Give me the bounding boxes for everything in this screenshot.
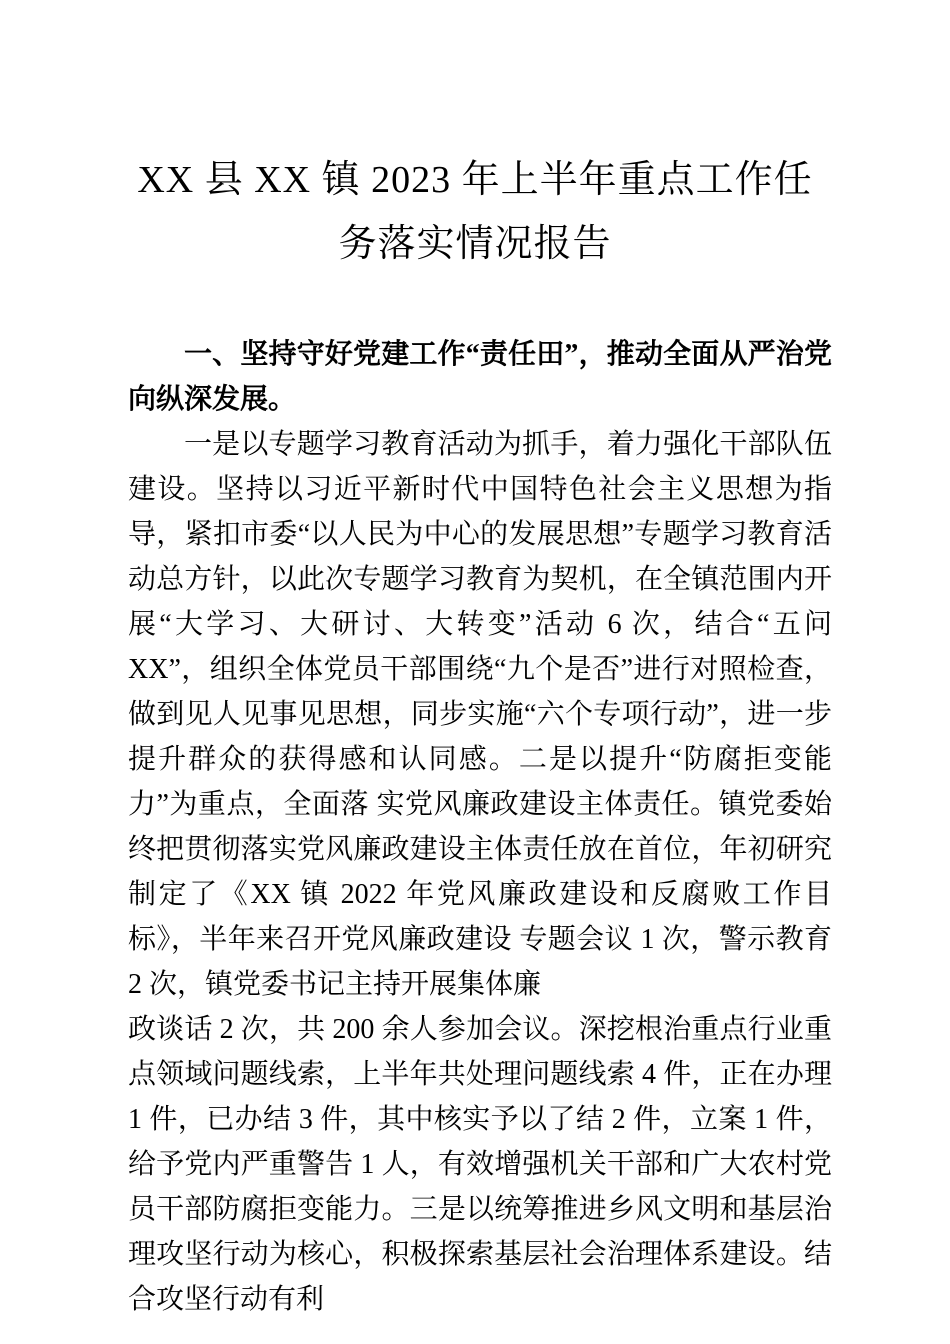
document-title-line-1: XX 县 XX 镇 2023 年上半年重点工作任 <box>137 159 813 201</box>
document-body <box>128 332 832 1322</box>
document-title <box>0 0 950 276</box>
body-paragraph-1: 一是以专题学习教育活动为抓手，着力强化干部队伍建设。坚持以习近平新时代中国特色社会主义思想为指导，紧扣市委“以人民为中心的发展思想”专题学习教育活动总方针，以此次专题学习教育为契机，在全镇范围内开展“大学习、大研讨、大转变”活动 6 次，结合“五问 XX”，组织全体党员干部围绕“九个是否”进行对照检查，做到见人见事见思想，同步实施“六个专项行动”，进一步提升群众的获得感和认同感。二是以提升“防腐拒变能力”为重点，全面落 实党风廉政建设主体责任。镇党委始终把贯彻落实党风廉政建设主体责任放在首位，年初研究制定了《XX 镇 2022 年党风廉政建设和反腐败工作目标》，半年来召开党风廉政建设 专题会议 1 次，警示教育 2 次，镇党委书记主持开展集体廉 <box>128 429 832 1000</box>
document-title-line-2: 务落实情况报告 <box>338 223 612 265</box>
section-heading: 一、坚持守好党建工作“责任田”，推动全面从严治党向纵深发展。 <box>128 339 832 415</box>
body-paragraph-2: 政谈话 2 次，共 200 余人参加会议。深挖根治重点行业重点领域问题线索，上半年共处理问题线索 4 件，正在办理 1 件，已办结 3 件，其中核实予以了结 2 件，立案 1 件，给予党内严重警告 1 人，有效增强机关干部和广大农村党员干部防腐拒变能力。三是以统筹推进乡风文明和基层治理攻坚行动为核心，积极探索基层社会治理体系建设。结合攻坚行动有利 <box>128 1014 832 1315</box>
